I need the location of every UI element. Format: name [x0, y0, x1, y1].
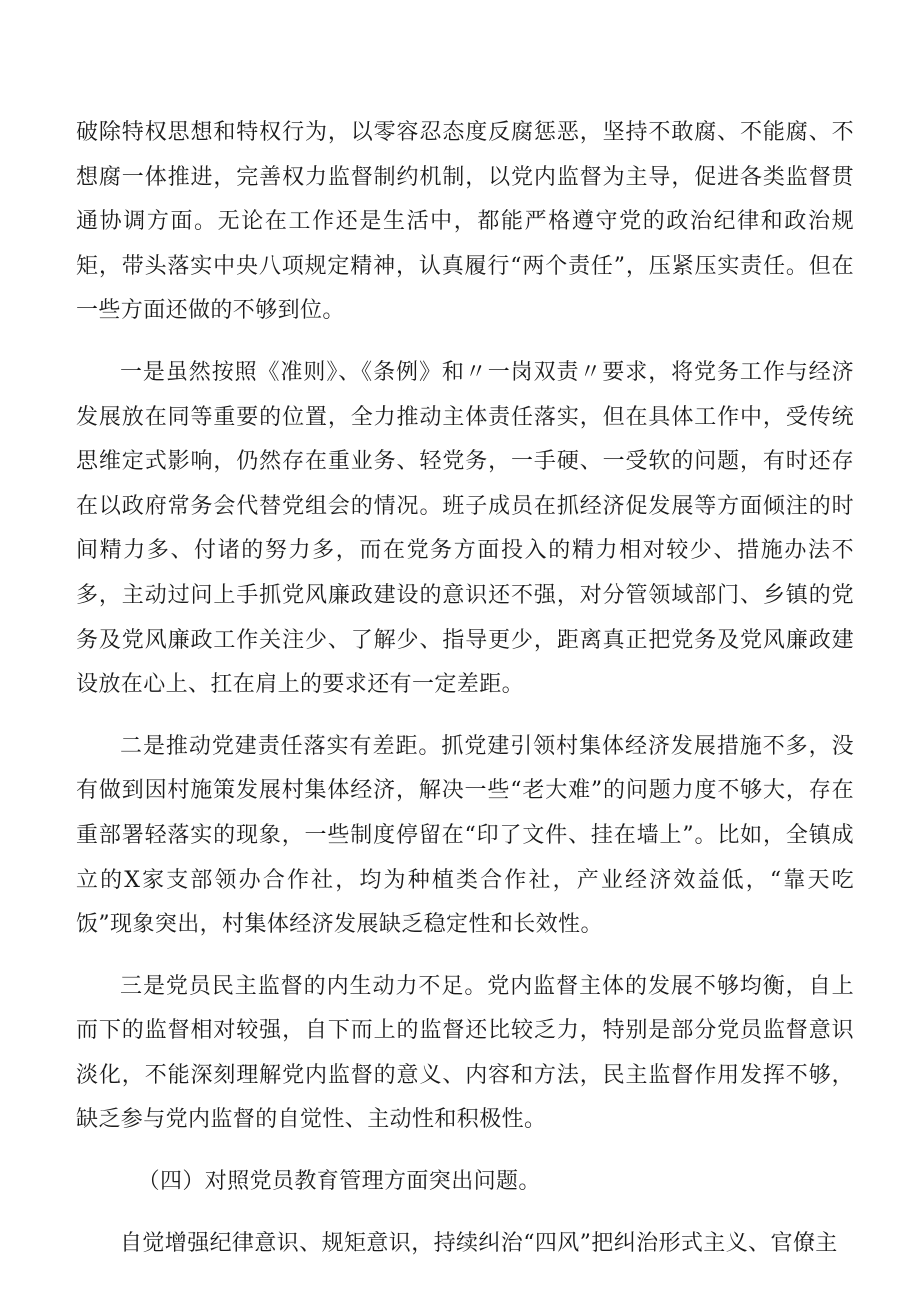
paragraph-point-one: 一是虽然按照《准则》、《条例》和〃一岗双责〃要求，将党务工作与经济发展放在同等重要的位置，全力推动主体责任落实，但在具体工作中，受传统思维定式影响，仍然存在重业务、轻党务，一手硬、一受软的问题，有时还存在以政府常务会代替党组会的情况。班子成员在抓经济促发展等方面倾注的时间精力多、付诸的努力多，而在党务方面投入的精力相对较少、措施办法不多，主动过问上手抓党风廉政建设的意识还不强，对分管领域部门、乡镇的党务及党风廉政工作关注少、了解少、指导更少，距离真正把党务及党风廉政建设放在心上、扛在肩上的要求还有一定差距。 [76, 359, 854, 698]
section-heading-four: （四）对照党员教育管理方面突出问题。 [137, 1169, 541, 1195]
paragraph-point-three: 三是党员民主监督的内生动力不足。党内监督主体的发展不够均衡，自上而下的监督相对较强，自下而上的监督还比较乏力，特别是部分党员监督意识淡化，不能深刻理解党内监督的意义、内容和方法，民主监督作用发挥不够，缺乏参与党内监督的自觉性、主动性和积极性。 [76, 973, 854, 1133]
paragraph-section-four: 自觉增强纪律意识、规矩意识，持续纠治“四风”把纠治形式主义、官僚主 [120, 1230, 838, 1256]
document-body [76, 111, 854, 1266]
paragraph-point-two: 二是推动党建责任落实有差距。抓党建引领村集体经济发展措施不多，没有做到因村施策发展村集体经济，解决一些“老大难”的问题力度不够大，存在重部署轻落实的现象，一些制度停留在“印了文件、挂在墙上”。比如，全镇成立的X家支部领办合作社，均为种植类合作社，产业经济效益低，“靠天吃饭”现象突出，村集体经济发展缺乏稳定性和长效性。 [76, 733, 854, 938]
paragraph-continuation: 破除特权思想和特权行为，以零容忍态度反腐惩恶，坚持不敢腐、不能腐、不想腐一体推进，完善权力监督制约机制，以党内监督为主导，促进各类监督贯通协调方面。无论在工作还是生活中，都能严格遵守党的政治纪律和政治规矩，带头落实中央八项规定精神，认真履行“两个责任”，压紧压实责任。但在一些方面还做的不够到位。 [76, 120, 854, 324]
